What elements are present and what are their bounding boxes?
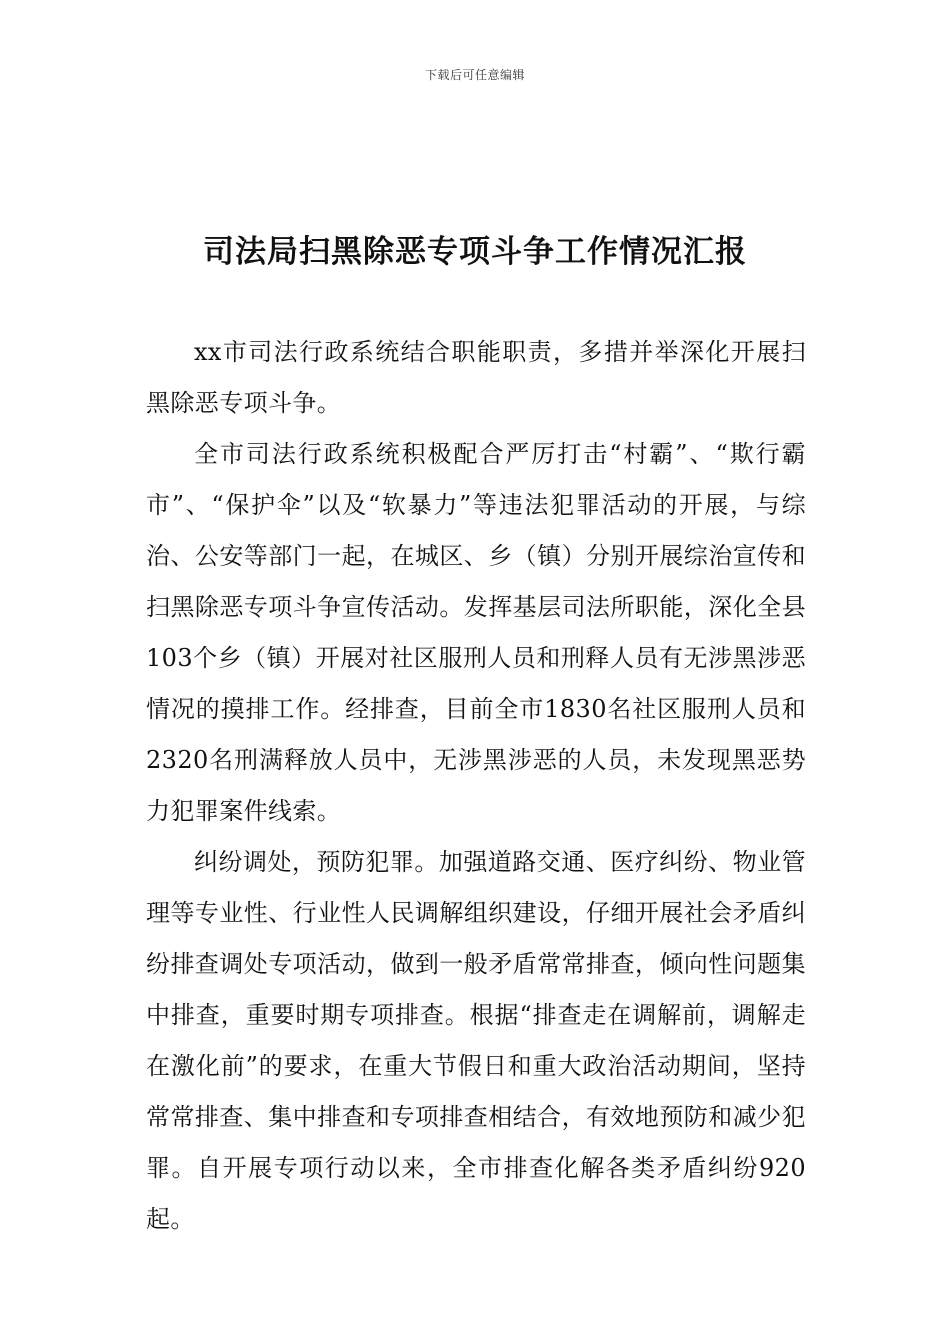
paragraph-intro: xx市司法行政系统结合职能职责，多措并举深化开展扫黑除恶专项斗争。 xyxy=(146,338,806,417)
paragraph-dispute-mediation: 纠纷调处，预防犯罪。加强道路交通、医疗纠纷、物业管理等专业性、行业性人民调解组织建设，仔细开展社会矛盾纠纷排查调处专项活动，做到一般矛盾常常排查，倾向性问题集中排查，重要时期专项排查。根据“排查走在调解前，调解走在激化前”的要求，在重大节假日和重大政治活动期间，坚持常常排查、集中排查和专项排查相结合，有效地预防和减少犯罪。自开展专项行动以来，全市排查化解各类矛盾纠纷920起。 xyxy=(146,848,806,1233)
document-title: 司法局扫黑除恶专项斗争工作情况汇报 xyxy=(203,234,747,270)
header-note: 下载后可任意编辑 xyxy=(424,68,525,82)
paragraph-crackdown: 全市司法行政系统积极配合严厉打击“村霸”、“欺行霸市”、“保护伞”以及“软暴力”等违法犯罪活动的开展，与综治、公安等部门一起，在城区、乡（镇）分别开展综治宣传和扫黑除恶专项斗争宣传活动。发挥基层司法所职能，深化全县103个乡（镇）开展对社区服刑人员和刑释人员有无涉黑涉恶情况的摸排工作。经排查，目前全市1830名社区服刑人员和2320名刑满释放人员中，无涉黑涉恶的人员，未发现黑恶势力犯罪案件线索。 xyxy=(146,440,806,825)
document-body xyxy=(146,327,806,1245)
